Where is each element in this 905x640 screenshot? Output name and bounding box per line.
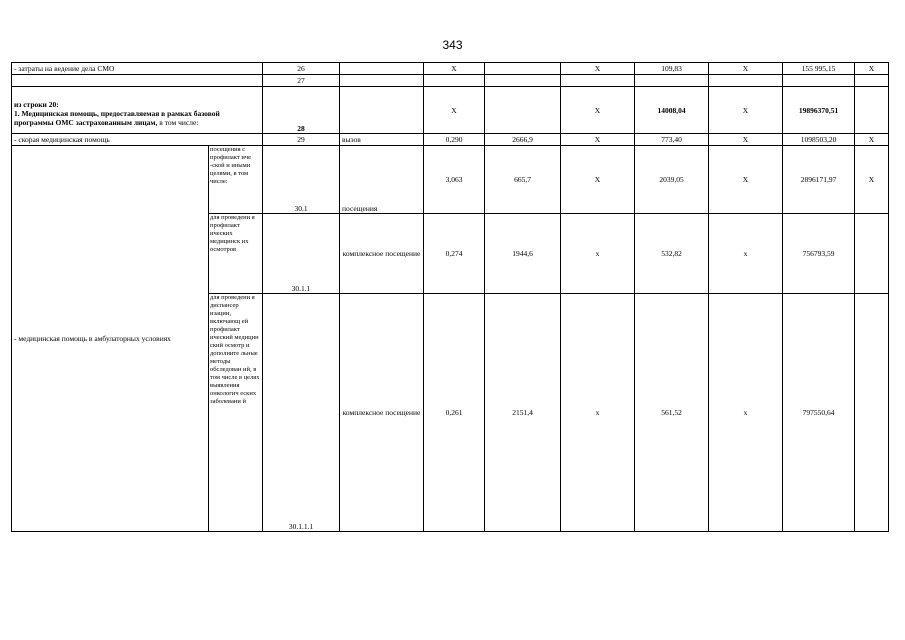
value-cell: х (561, 214, 635, 294)
sub-label: для проведени я диспансер изации, включающ ей профилакт ический медицин ский осмотр и дополните льные методы обследован ий, в том числе в целях выявления онкологич еских заболевани й (209, 294, 263, 532)
unit-cell: посещения (340, 146, 424, 214)
row-label-line2: 1. Медицинская помощь, предоставляемая в рамках базовой программы ОМС застрахованным лицам, (14, 108, 220, 127)
value-cell: X (561, 146, 635, 214)
value-cell: X (855, 134, 889, 146)
row-label: - затраты на ведение дела СМО (12, 63, 263, 75)
value-cell: 773,40 (635, 134, 709, 146)
value-cell: 665,7 (485, 146, 561, 214)
value-cell: X (855, 146, 889, 214)
value-cell: 532,82 (635, 214, 709, 294)
row-code: 28 (263, 87, 340, 134)
table-row (12, 134, 889, 146)
row-code: 27 (263, 75, 340, 87)
value-cell: X (424, 63, 485, 75)
value-cell: 561,52 (635, 294, 709, 532)
value-cell: 1098503,20 (783, 134, 855, 146)
value-cell: 2039,05 (635, 146, 709, 214)
table-row (12, 87, 889, 134)
value-cell: X (561, 87, 635, 134)
value-cell (635, 75, 709, 87)
value-cell: 0,261 (424, 294, 485, 532)
value-cell: х (561, 294, 635, 532)
value-cell (424, 75, 485, 87)
value-cell: X (709, 63, 783, 75)
value-cell: 1944,6 (485, 214, 561, 294)
row-code: 30.1.1 (263, 214, 340, 294)
table-row (12, 75, 889, 87)
value-cell: 19896370,51 (783, 87, 855, 134)
row-code: 30.1.1.1 (263, 294, 340, 532)
row-code: 26 (263, 63, 340, 75)
value-cell: 756793,59 (783, 214, 855, 294)
value-cell: X (855, 63, 889, 75)
row-code: 29 (263, 134, 340, 146)
value-cell (485, 63, 561, 75)
row-label-line1: из строки 20: (14, 99, 59, 109)
value-cell: X (561, 63, 635, 75)
value-cell (561, 75, 635, 87)
value-cell (855, 294, 889, 532)
value-cell (855, 87, 889, 134)
value-cell: 0,290 (424, 134, 485, 146)
value-cell: X (561, 134, 635, 146)
value-cell (485, 87, 561, 134)
unit-cell: вызов (340, 134, 424, 146)
value-cell: X (709, 146, 783, 214)
unit-cell (340, 75, 424, 87)
unit-cell (340, 63, 424, 75)
sub-label: посещения с профилакт иче -ской и иными целями, в том числе: (209, 146, 263, 214)
value-cell: х (709, 294, 783, 532)
row-code: 30.1 (263, 146, 340, 214)
row-label (12, 75, 263, 87)
table-row (12, 63, 889, 75)
value-cell: х (709, 214, 783, 294)
unit-cell (340, 87, 424, 134)
table-row (12, 146, 889, 214)
value-cell: 3,063 (424, 146, 485, 214)
value-cell: 2896171,97 (783, 146, 855, 214)
value-cell: 797550,64 (783, 294, 855, 532)
value-cell: 0,274 (424, 214, 485, 294)
value-cell (485, 75, 561, 87)
value-cell (855, 214, 889, 294)
sub-label: для проведени я профилакт ических медицинск их осмотров (209, 214, 263, 294)
value-cell (709, 75, 783, 87)
row-label (12, 87, 263, 134)
value-cell: X (424, 87, 485, 134)
page-number: 343 (442, 38, 463, 52)
value-cell: X (709, 87, 783, 134)
budget-table (11, 62, 889, 532)
value-cell: X (709, 134, 783, 146)
value-cell: 14008,04 (635, 87, 709, 134)
row-label: - скорая медицинская помощь (12, 134, 263, 146)
unit-cell: комплексное посещение (340, 294, 424, 532)
value-cell: 109,83 (635, 63, 709, 75)
ambulatory-label: - медицинская помощь в амбулаторных условиях (12, 146, 209, 532)
value-cell: 2151,4 (485, 294, 561, 532)
value-cell: 2666,9 (485, 134, 561, 146)
value-cell: 155 995,15 (783, 63, 855, 75)
value-cell (783, 75, 855, 87)
unit-cell: комплексное посещение (340, 214, 424, 294)
value-cell (855, 75, 889, 87)
row-label-tail: в том числе: (157, 117, 199, 127)
